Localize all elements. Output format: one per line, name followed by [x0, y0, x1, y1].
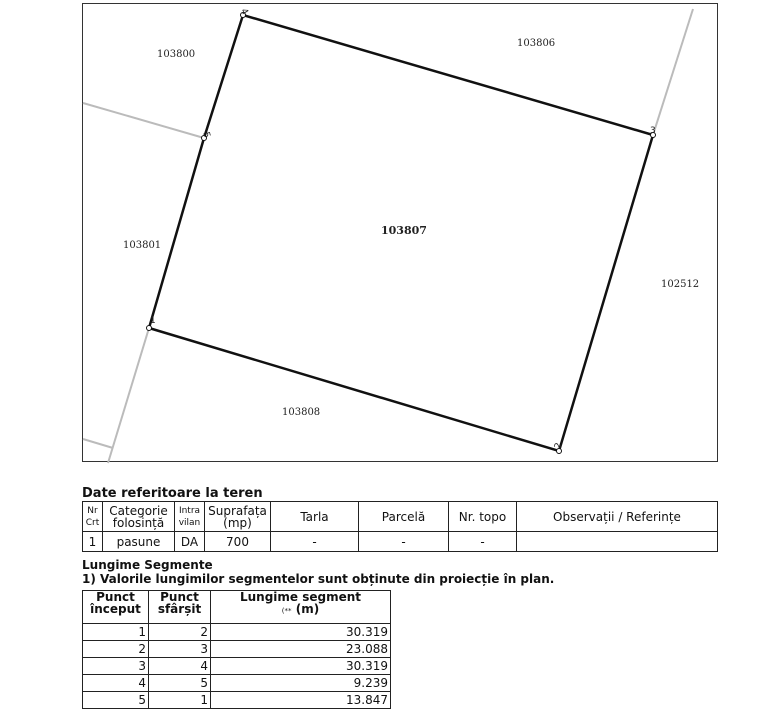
table-row — [83, 624, 391, 641]
col-punct-inceput: Punct început — [83, 591, 149, 624]
segmente-header-row — [83, 591, 391, 624]
cell-end: 5 — [149, 675, 211, 692]
cell-start: 4 — [83, 675, 149, 692]
col-intravilan: Intra vilan — [175, 502, 205, 532]
cell-start: 2 — [83, 641, 149, 658]
cell-length: 30.319 — [211, 658, 391, 675]
teren-header-row — [83, 502, 718, 532]
neighbor-line — [653, 9, 693, 135]
cell-nr-topo: - — [449, 532, 517, 552]
neighbor-parcel-label: 103801 — [123, 240, 162, 251]
cell-categorie: pasune — [103, 532, 175, 552]
main-parcel-label: 103807 — [381, 224, 427, 237]
table-row — [83, 532, 718, 552]
table-row — [83, 675, 391, 692]
vertex-label-1: 1 — [150, 316, 156, 326]
cell-length: 30.319 — [211, 624, 391, 641]
vertex-label-5: 5 — [200, 130, 212, 140]
vertex-marker — [147, 326, 152, 331]
col-punct-sfarsit: Punct sfârșit — [149, 591, 211, 624]
table-row — [83, 658, 391, 675]
col-nr-crt: Nr Crt — [83, 502, 103, 532]
teren-table — [82, 501, 718, 552]
table-row — [83, 641, 391, 658]
vertex-label-2: 2 — [553, 441, 565, 451]
col-nr-topo: Nr. topo — [449, 502, 517, 532]
neighbor-line — [83, 439, 113, 448]
col-observatii: Observații / Referințe — [517, 502, 718, 532]
neighbor-line — [83, 103, 204, 138]
cell-end: 3 — [149, 641, 211, 658]
cell-start: 1 — [83, 624, 149, 641]
cell-observatii — [517, 532, 718, 552]
cell-length: 23.088 — [211, 641, 391, 658]
cadastral-plan — [82, 3, 718, 462]
vertex-label-4: 4 — [238, 7, 250, 17]
plan-drawing — [1, 1, 757, 471]
neighbor-parcel-label: 102512 — [661, 279, 700, 290]
cell-parcela: - — [359, 532, 449, 552]
cell-end: 1 — [149, 692, 211, 709]
segmente-table — [82, 590, 391, 709]
cell-intravilan: DA — [175, 532, 205, 552]
segmente-note: 1) Valorile lungimilor segmentelor sunt obținute din proiecție în plan. — [82, 572, 555, 586]
col-suprafata: Suprafața (mp) — [205, 502, 271, 532]
cell-length: 13.847 — [211, 692, 391, 709]
neighbor-parcel-label: 103800 — [157, 49, 196, 60]
vertex-label-3: 3 — [650, 126, 656, 136]
neighbor-line — [108, 328, 149, 463]
cell-nr: 1 — [83, 532, 103, 552]
col-parcela: Parcelă — [359, 502, 449, 532]
cell-suprafata: 700 — [205, 532, 271, 552]
cell-start: 5 — [83, 692, 149, 709]
neighbor-parcel-label: 103808 — [282, 407, 321, 418]
col-categorie: Categorie folosință — [103, 502, 175, 532]
col-tarla: Tarla — [271, 502, 359, 532]
cell-end: 4 — [149, 658, 211, 675]
neighbor-parcel-label: 103806 — [517, 38, 556, 49]
cell-length: 9.239 — [211, 675, 391, 692]
teren-section-title: Date referitoare la teren — [82, 486, 263, 501]
cell-end: 2 — [149, 624, 211, 641]
cell-tarla: - — [271, 532, 359, 552]
table-row — [83, 692, 391, 709]
cell-start: 3 — [83, 658, 149, 675]
col-lungime: Lungime segment (** (m) — [211, 591, 391, 624]
segmente-section-title: Lungime Segmente — [82, 558, 213, 572]
